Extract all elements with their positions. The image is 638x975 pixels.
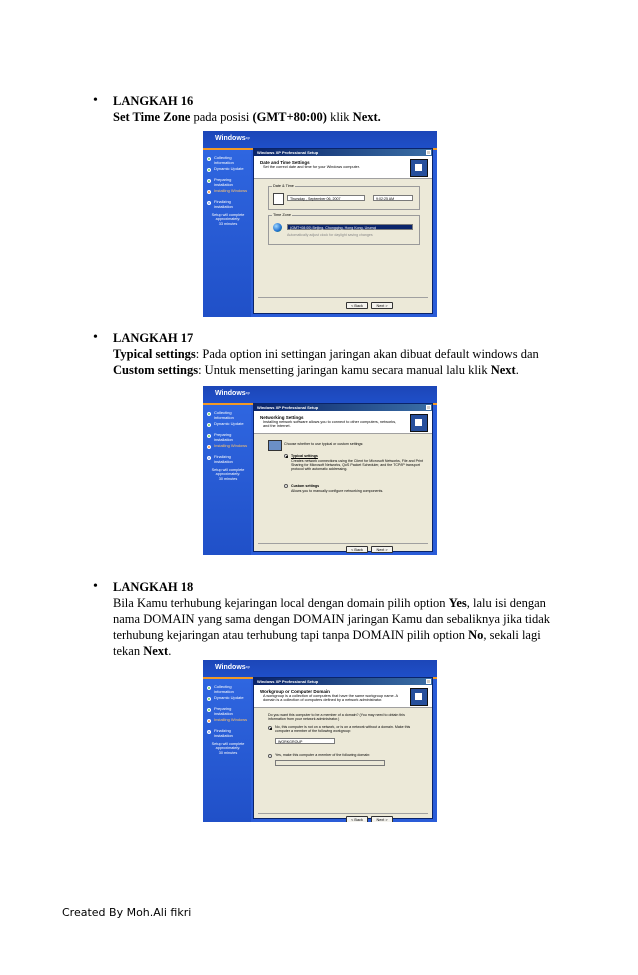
domain-input[interactable]	[275, 760, 385, 766]
text-run: .	[515, 363, 519, 377]
step-16-text	[113, 93, 553, 125]
settings-prompt: Choose whether to use typical or custom settings:	[284, 442, 364, 446]
no-domain-label[interactable]: No, this computer is not on a network, or is on a network without a domain. Make this computer a member of the following workgroup:	[275, 725, 411, 734]
network-icon	[268, 440, 282, 451]
yes-domain-radio[interactable]	[268, 754, 272, 758]
dialog-subheading: A workgroup is a collection of computers that have the same workgroup name. A domain is a collection of computers defined by a network administrator.	[263, 694, 398, 703]
typical-settings-label[interactable]: Typical settings	[291, 454, 318, 458]
bold-run: Yes	[448, 596, 467, 610]
bold-run: Set Time Zone	[113, 110, 191, 124]
bullet: •	[93, 579, 98, 594]
windows-logo: Windows$^{xp}$	[215, 664, 250, 671]
back-button[interactable]: < Back	[346, 546, 368, 553]
text-run: klik	[326, 110, 353, 124]
step-18-text	[113, 579, 553, 659]
step-17-text	[113, 330, 553, 378]
dialog-title: Windows XP Professional Setup	[254, 404, 432, 411]
bold-run: Next.	[352, 110, 381, 124]
close-icon[interactable]	[426, 405, 431, 410]
step-line	[113, 611, 553, 627]
text-run: Bila Kamu terhubung kejaringan local dengan domain pilih option	[113, 596, 449, 610]
dialog-header	[254, 685, 432, 708]
next-button[interactable]: Next >	[371, 546, 393, 553]
sidebar-note: Setup will complete approximately: 30 minutes	[211, 742, 245, 755]
time-field[interactable]: 9:02:25 AM	[373, 195, 413, 201]
bold-run: Next	[143, 644, 169, 658]
setup-screenshot-time-zone	[203, 131, 437, 317]
text-run: tekan	[113, 644, 144, 658]
text-run: terhubung kejaringan atau terhubung tapi tanpa DOMAIN pilih option	[113, 628, 469, 642]
dialog-heading: Networking Settings	[260, 415, 304, 420]
back-button[interactable]: < Back	[346, 302, 368, 309]
step-line	[113, 643, 553, 659]
setup-dialog	[253, 403, 433, 552]
text-run: , lalu isi dengan	[466, 596, 546, 610]
windows-logo: Windows$^{xp}$	[215, 390, 250, 397]
text-run: nama DOMAIN yang sama dengan DOMAIN jaringan Kamu dan sebaliknya jika tidak	[113, 612, 551, 626]
bullet: •	[93, 330, 98, 345]
bold-run: Typical settings	[113, 347, 196, 361]
typical-settings-desc: Creates network connections using the Client for Microsoft Networks, File and Print Sharing for Microsoft Networks, QoS Packet Scheduler, and the TCP/IP transport protocol with automatic addressing.	[291, 459, 424, 472]
setup-icon	[410, 159, 428, 177]
date-field[interactable]: Thursday , September 06, 2007	[287, 195, 365, 201]
dialog-subheading: Set the correct date and time for your Windows computer.	[263, 165, 360, 169]
setup-icon	[410, 414, 428, 432]
dialog-title: Windows XP Professional Setup	[254, 149, 432, 156]
workgroup-input[interactable]: WORKGROUP	[275, 738, 335, 744]
dialog-header	[254, 411, 432, 434]
text-run: , sekali lagi	[483, 628, 541, 642]
text-run: pada posisi	[190, 110, 253, 124]
footer-credit: Created By Moh.Ali fikri	[62, 906, 192, 919]
step-line	[113, 595, 553, 611]
dialog-heading: Workgroup or Computer Domain	[260, 689, 330, 694]
dialog-title: Windows XP Professional Setup	[254, 678, 432, 685]
setup-sidebar: Collecting information Dynamic Update Preparing installation Installing Windows Finalizing installation Setup will complete approximately: 30 minutes	[203, 679, 251, 822]
step-title: LANGKAH 17	[113, 331, 194, 345]
step-line	[113, 362, 553, 378]
yes-domain-label[interactable]: Yes, make this computer a member of the following domain:	[275, 753, 371, 757]
step-line	[113, 109, 553, 125]
setup-sidebar: Collecting information Dynamic Update Preparing installation Installing Windows Finalizing installation Setup will complete approximately: 33 minutes	[203, 150, 251, 317]
setup-screenshot-networking	[203, 386, 437, 555]
dialog-header	[254, 156, 432, 179]
setup-dialog	[253, 148, 433, 314]
text-run: : Pada option ini settingan jaringan akan dibuat default windows dan	[195, 347, 539, 361]
dst-checkbox-label[interactable]: Automatically adjust clock for daylight saving changes	[287, 233, 373, 237]
step-title: LANGKAH 18	[113, 580, 194, 594]
time-zone-group: Time Zone (GMT+08:00) Beijing, Chongqing, Hong Kong, Urumqi Automatically adjust clock for daylight saving changes	[268, 215, 420, 245]
date-time-group: Date & Time Thursday , September 06, 2007 9:02:25 AM	[268, 186, 420, 210]
step-title: LANGKAH 16	[113, 94, 194, 108]
calendar-icon	[273, 193, 284, 205]
setup-sidebar: Collecting information Dynamic Update Preparing installation Installing Windows Finalizing installation Setup will complete approximately: 30 minutes	[203, 405, 251, 555]
typical-settings-radio[interactable]	[284, 454, 288, 458]
setup-screenshot-workgroup	[203, 660, 437, 822]
custom-settings-label[interactable]: Custom settings	[291, 484, 320, 488]
step-line	[113, 627, 553, 643]
time-zone-select[interactable]: (GMT+08:00) Beijing, Chongqing, Hong Kong, Urumqi	[287, 224, 413, 230]
bold-run: (GMT+80:00)	[252, 110, 327, 124]
close-icon[interactable]	[426, 679, 431, 684]
sidebar-note: Setup will complete approximately: 33 minutes	[211, 213, 245, 226]
text-run: .	[168, 644, 172, 658]
close-icon[interactable]	[426, 150, 431, 155]
domain-question: Do you want this computer to be a member of a domain? (You may need to obtain this information from your network administrator.)	[268, 713, 405, 722]
globe-icon	[273, 223, 282, 232]
bold-run: Custom settings	[113, 363, 199, 377]
next-button[interactable]: Next >	[371, 816, 393, 822]
next-button[interactable]: Next >	[371, 302, 393, 309]
windows-logo: Windows$^{xp}$	[215, 135, 250, 142]
custom-settings-radio[interactable]	[284, 484, 288, 488]
no-domain-radio[interactable]	[268, 726, 272, 730]
custom-settings-desc: Allows you to manually configure networking components.	[291, 489, 384, 493]
bold-run: No	[468, 628, 484, 642]
back-button[interactable]: < Back	[346, 816, 368, 822]
bold-run: Next	[490, 363, 516, 377]
dialog-heading: Date and Time Settings	[260, 160, 310, 165]
text-run: : Untuk mensetting jaringan kamu secara manual lalu klik	[198, 363, 491, 377]
step-line	[113, 346, 553, 362]
dialog-subheading: Installing network software allows you to connect to other computers, networks, and the Internet.	[263, 420, 397, 429]
sidebar-note: Setup will complete approximately: 30 minutes	[211, 468, 245, 481]
bullet: •	[93, 93, 98, 108]
setup-icon	[410, 688, 428, 706]
setup-dialog	[253, 677, 433, 822]
